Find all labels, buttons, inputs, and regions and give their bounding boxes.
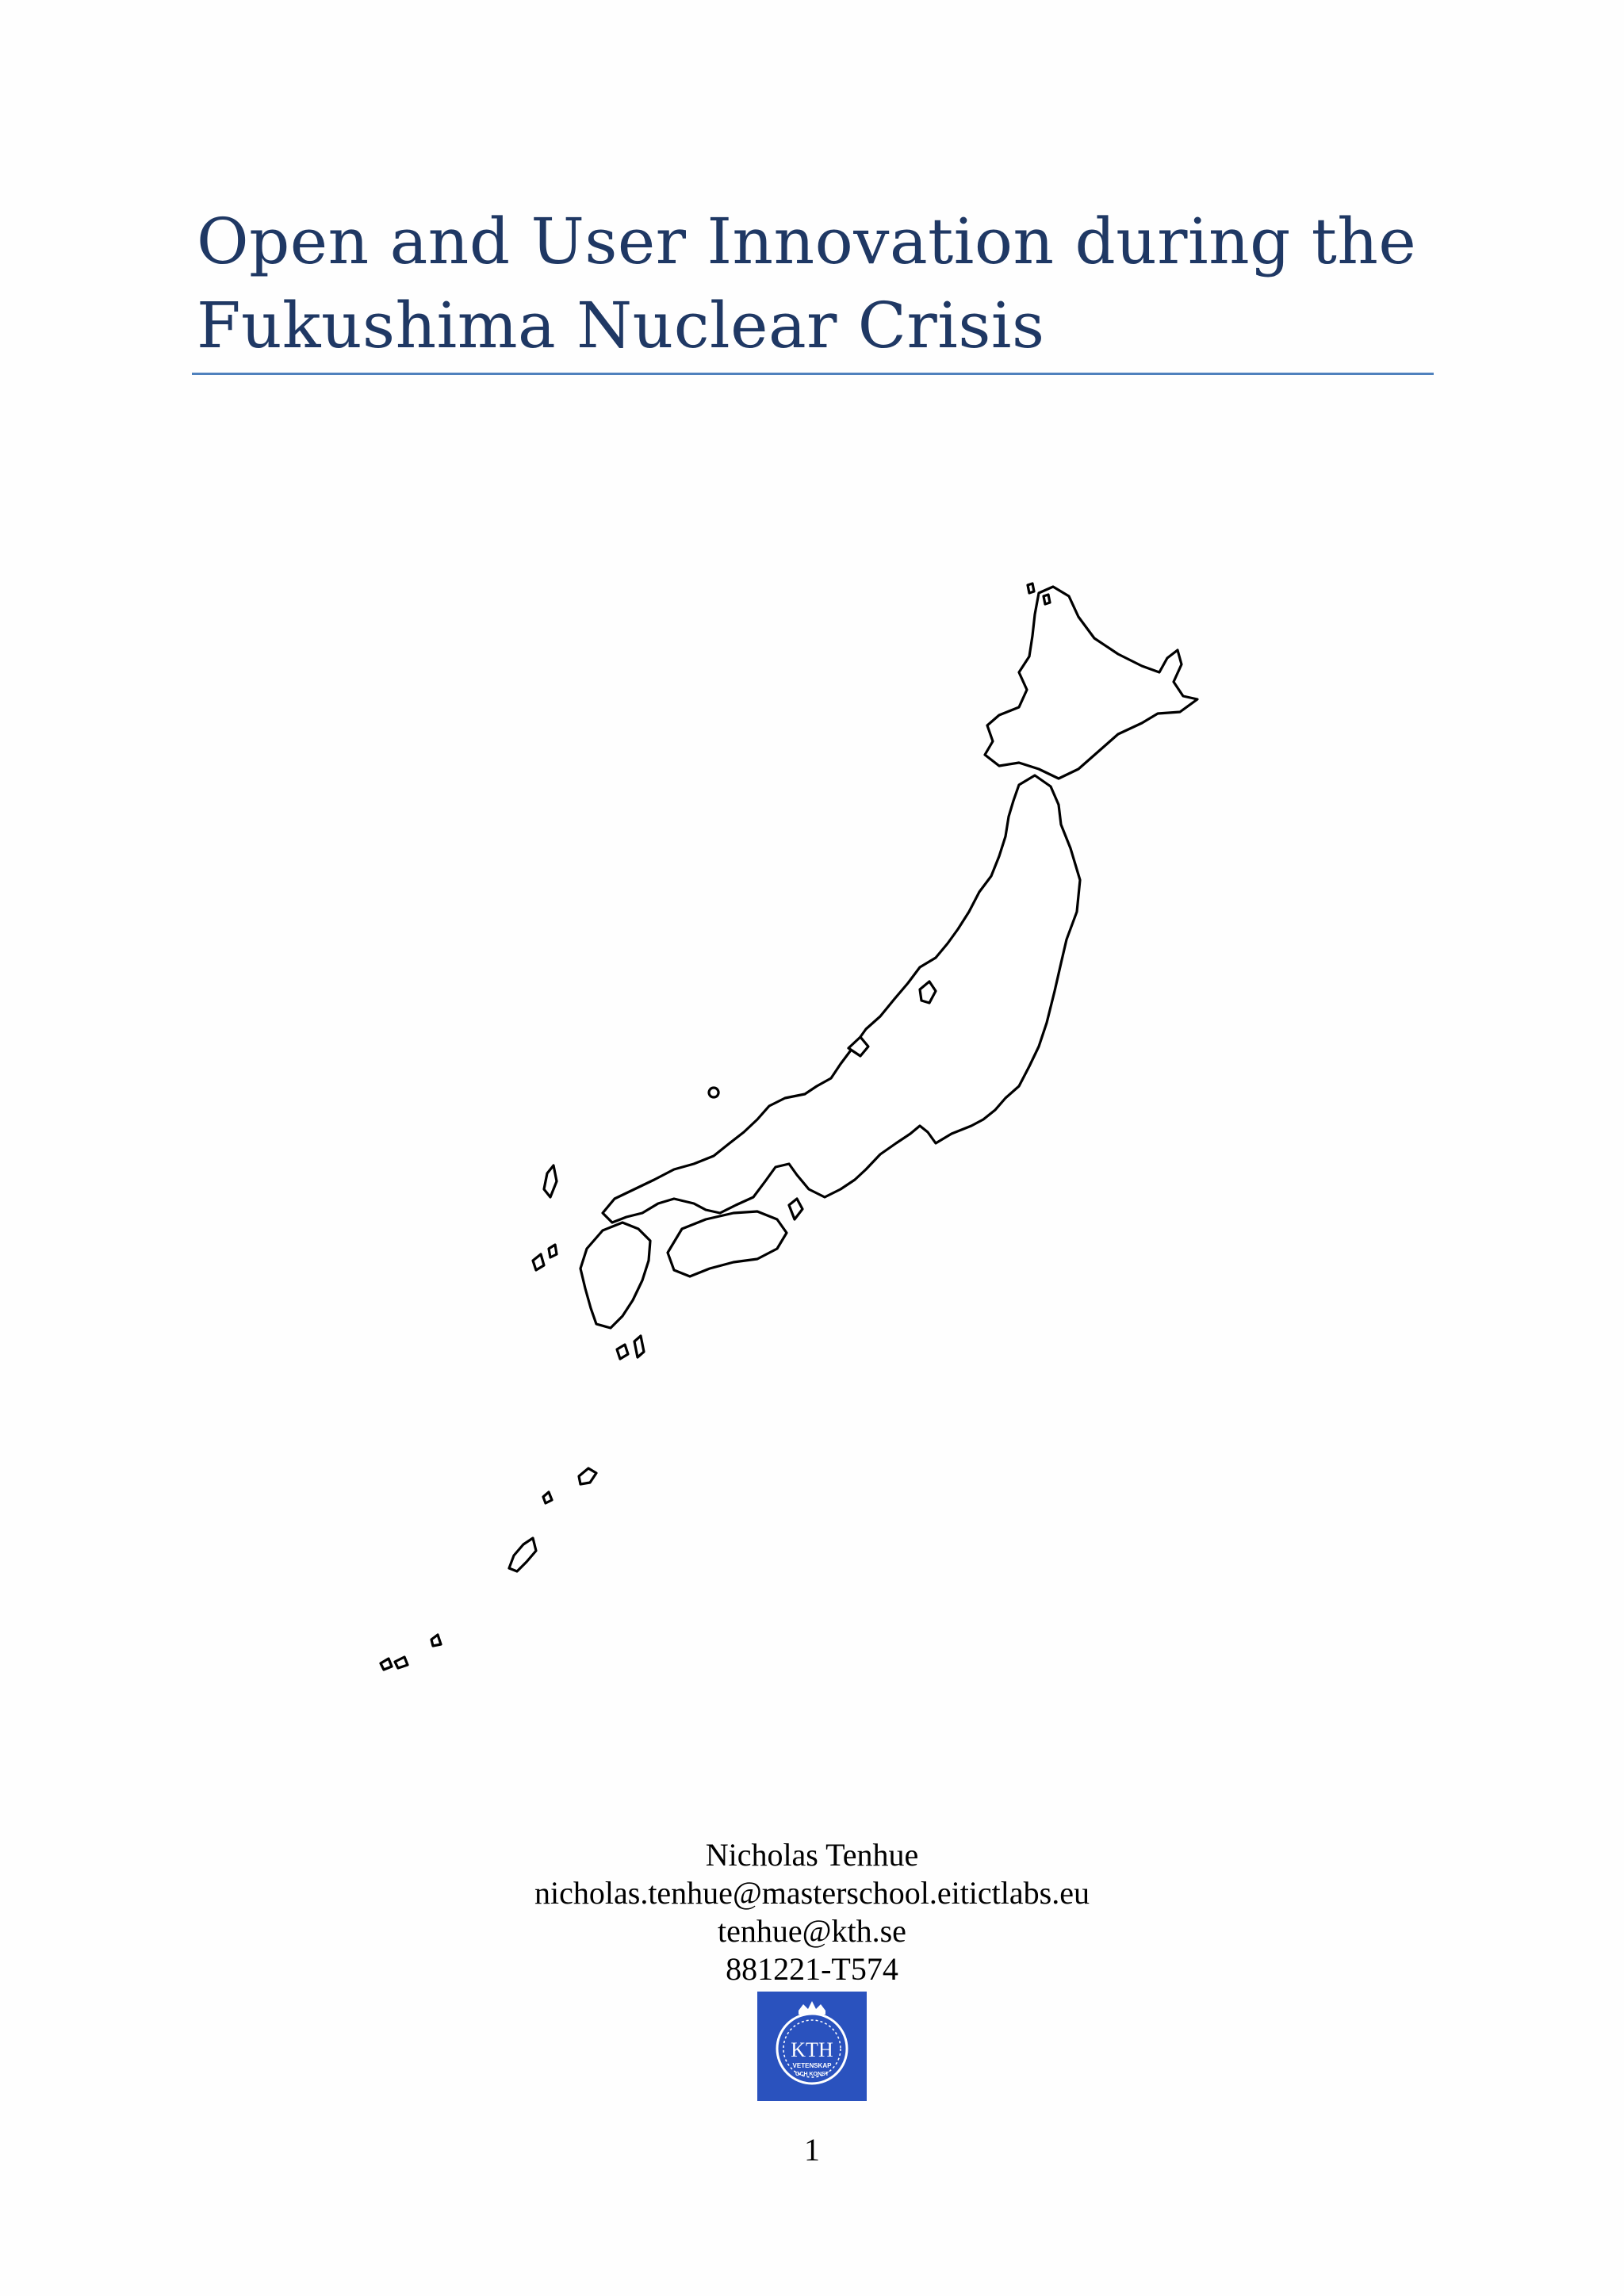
author-name: Nicholas Tenhue	[705, 1837, 919, 1873]
japan-map-illustration	[301, 579, 1253, 1689]
title-underline	[192, 373, 1434, 375]
kth-logo	[757, 1992, 867, 2101]
document-title	[197, 200, 1434, 368]
author-block	[0, 1836, 1624, 1988]
title-line-2: Fukushima Nuclear Crisis	[197, 289, 1045, 362]
page-number: 1	[804, 2132, 820, 2168]
logo-text: KTH	[791, 2038, 833, 2061]
logo-subtext-2: OCH KONST	[795, 2072, 829, 2077]
author-email-secondary[interactable]: tenhue@kth.se	[718, 1913, 906, 1949]
author-id: 881221-T574	[726, 1951, 898, 1987]
logo-subtext-1: VETENSKAP	[792, 2062, 832, 2069]
title-line-1: Open and User Innovation during the	[197, 205, 1417, 278]
author-email-primary[interactable]: nicholas.tenhue@masterschool.eitictlabs.eu	[534, 1875, 1090, 1911]
